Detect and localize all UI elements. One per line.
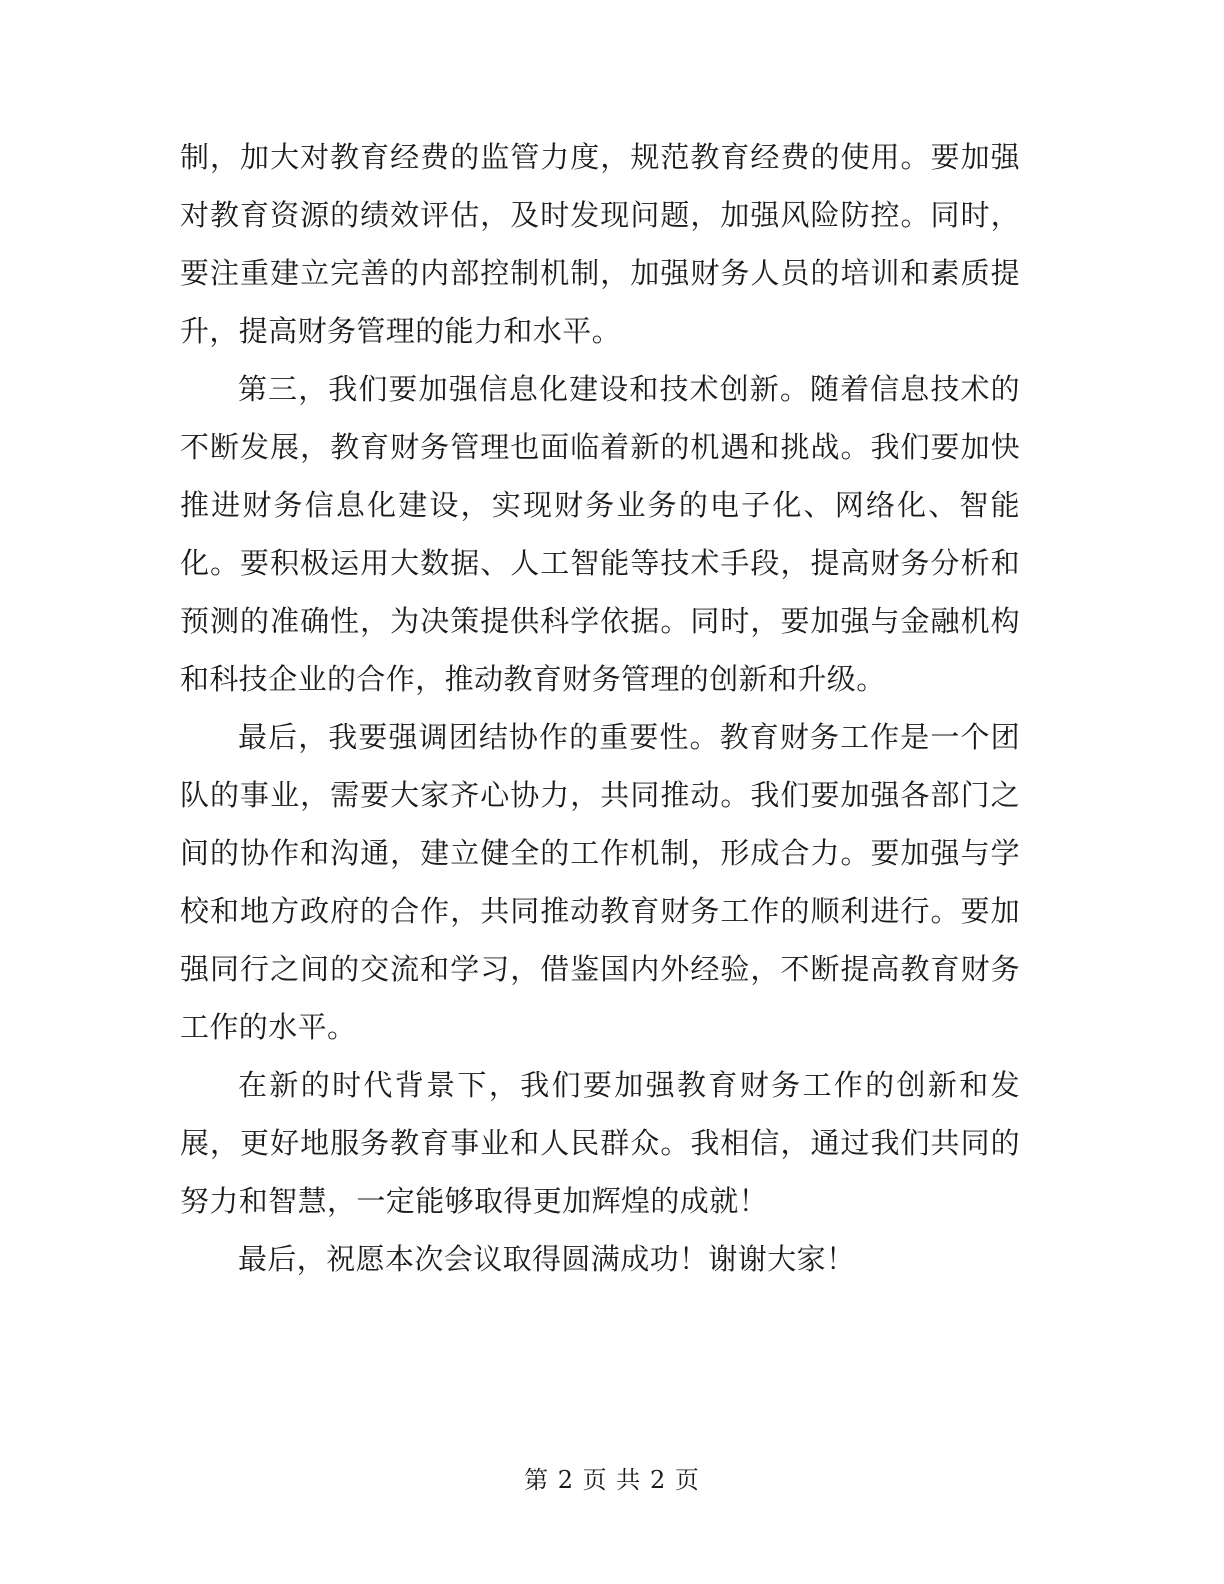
paragraph-5: 最后，祝愿本次会议取得圆满成功！谢谢大家！ (238, 1242, 856, 1276)
paragraph-4: 在新的时代背景下，我们要加强教育财务工作的创新和发展，更好地服务教育事业和人民群众。我相信，通过我们共同的努力和智慧，一定能够取得更加辉煌的成就！ (180, 1068, 1020, 1218)
document-body (180, 128, 1020, 1288)
paragraph-3: 最后，我要强调团结协作的重要性。教育财务工作是一个团队的事业，需要大家齐心协力，共同推动。我们要加强各部门之间的协作和沟通，建立健全的工作机制，形成合力。要加强与学校和地方政府的合作，共同推动教育财务工作的顺利进行。要加强同行之间的交流和学习，借鉴国内外经验，不断提高教育财务工作的水平。 (180, 720, 1020, 1044)
paragraph-2: 第三，我们要加强信息化建设和技术创新。随着信息技术的不断发展，教育财务管理也面临着新的机遇和挑战。我们要加快推进财务信息化建设，实现财务业务的电子化、网络化、智能化。要积极运用大数据、人工智能等技术手段，提高财务分析和预测的准确性，为决策提供科学依据。同时，要加强与金融机构和科技企业的合作，推动教育财务管理的创新和升级。 (180, 372, 1020, 696)
page-number-footer: 第 2 页 共 2 页 (524, 1466, 700, 1494)
paragraph-1: 制，加大对教育经费的监管力度，规范教育经费的使用。要加强对教育资源的绩效评估，及时发现问题，加强风险防控。同时，要注重建立完善的内部控制机制，加强财务人员的培训和素质提升，提高财务管理的能力和水平。 (180, 140, 1020, 348)
